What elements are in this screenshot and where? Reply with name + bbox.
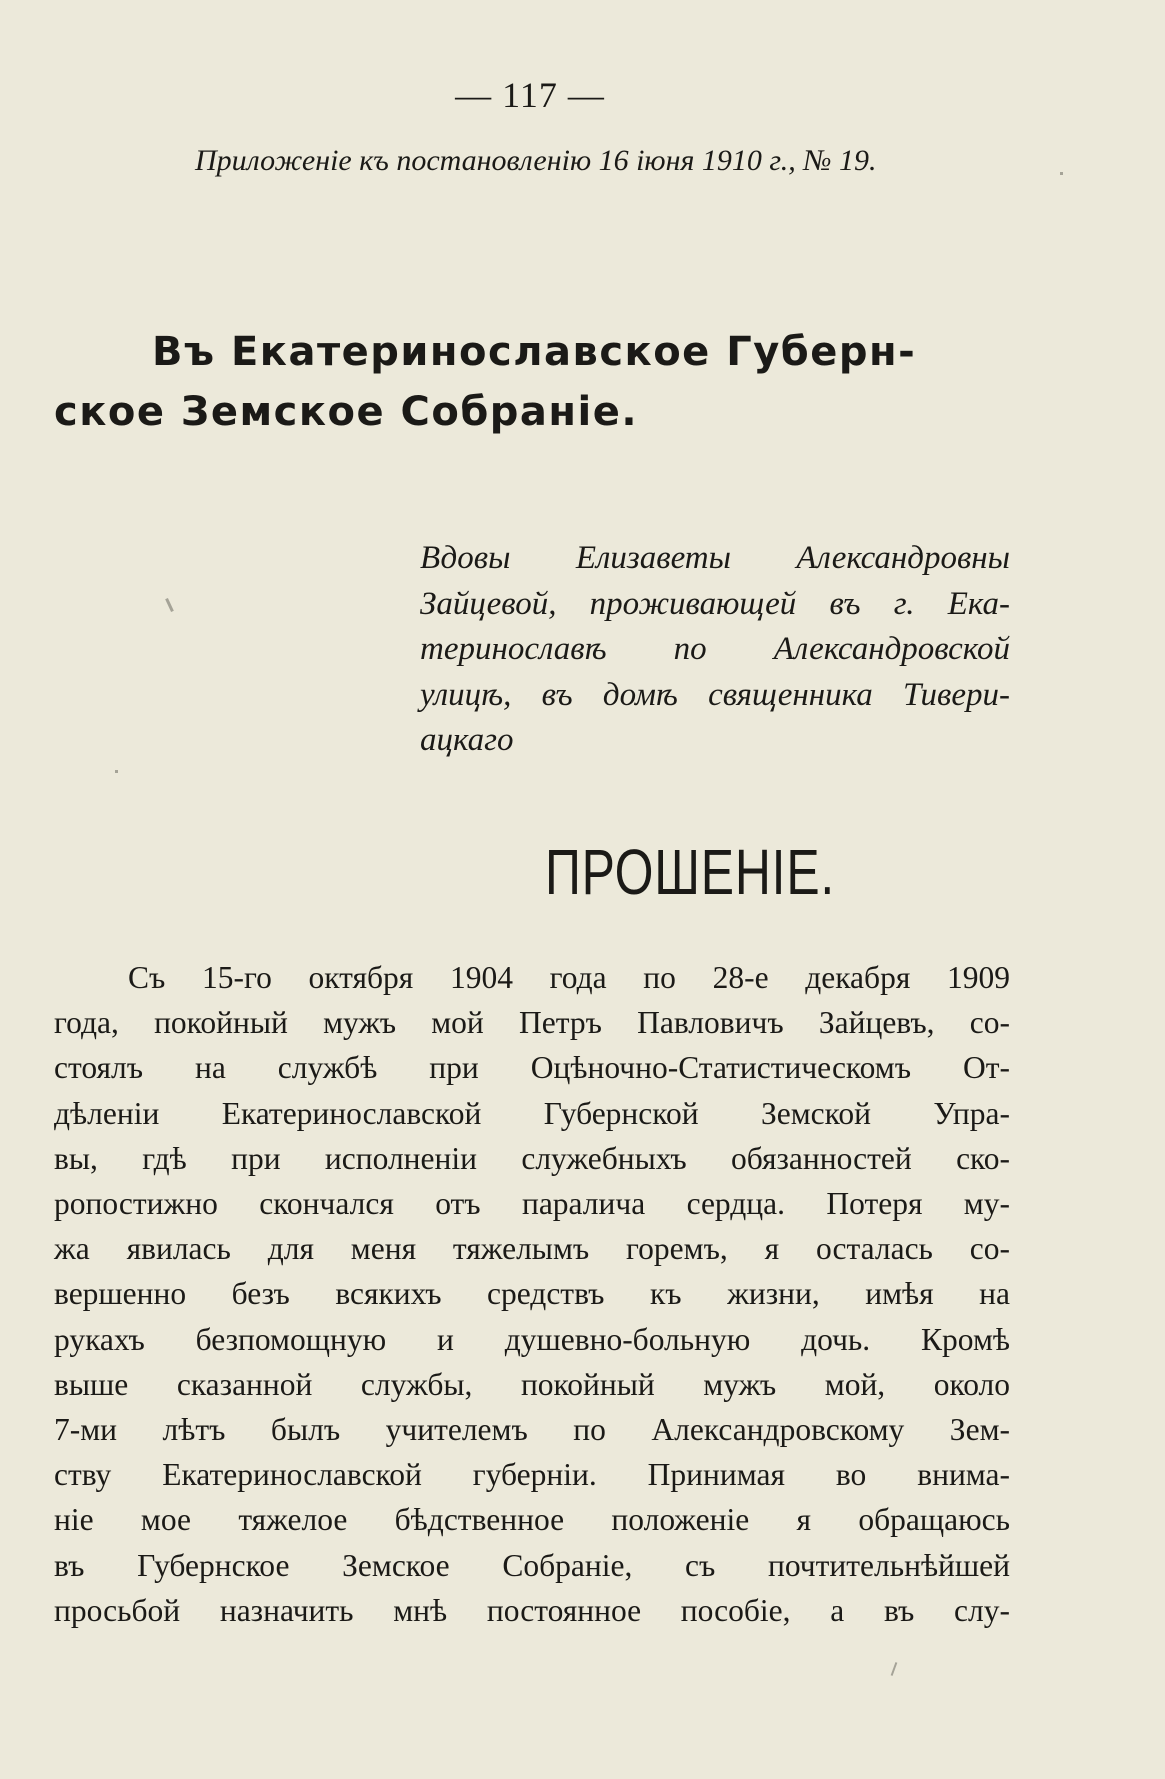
heading-line: Въ Екатеринославское Губерн- — [152, 329, 917, 375]
page-number: — 117 — — [455, 75, 605, 115]
heading-line: ское Земское Собраніе. — [54, 389, 639, 435]
body-line: стоялъ на службѣ при Оцѣночно-Статистическомъ От- — [54, 1050, 1010, 1086]
body-line: Съ 15-го октября 1904 года по 28-е декабря 1909 — [128, 960, 1010, 995]
addressee-heading — [54, 322, 1014, 442]
body-line: выше сказанной службы, покойный мужъ мой, около — [54, 1366, 1010, 1402]
scan-speck — [1060, 172, 1063, 175]
body-line: въ Губернское Земское Собраніе, съ почтительнѣйшей — [54, 1547, 1010, 1583]
petition-body — [54, 955, 1010, 1633]
petitioner-line: Зайцевой, проживающей въ г. Ека- — [420, 585, 1010, 622]
petitioner-line: улицѣ, въ домѣ священника Тивери- — [420, 676, 1010, 713]
scan-speck — [115, 770, 118, 773]
body-line: ству Екатеринославской губерніи. Принимая во внима- — [54, 1457, 1010, 1493]
body-line: дѣленіи Екатеринославской Губернской Земской Упра- — [54, 1095, 1010, 1131]
scan-speck — [891, 1662, 898, 1676]
body-line: вы, гдѣ при исполненіи служебныхъ обязанностей ско- — [54, 1140, 1010, 1176]
petitioner-line: ацкаго — [420, 722, 514, 758]
body-line: ропостижно скончался отъ паралича сердца. Потеря му- — [54, 1186, 1010, 1222]
body-line: года, покойный мужъ мой Петръ Павловичъ Зайцевъ, со- — [54, 1005, 1010, 1041]
body-line: просьбой назначить мнѣ постоянное пособіе, а въ слу- — [54, 1592, 1010, 1628]
petitioner-line: Вдовы Елизаветы Александровны — [420, 540, 1010, 576]
appendix-note: Приложеніе къ постановленію 16 іюня 1910 г., № 19. — [195, 144, 877, 177]
body-line: жа явилась для меня тяжелымъ горемъ, я осталась со- — [54, 1231, 1010, 1267]
petitioner-line: теринославѣ по Александровской — [420, 631, 1010, 667]
body-line: ніе мое тяжелое бѣдственное положеніе я обращаюсь — [54, 1502, 1010, 1538]
body-line: вершенно безъ всякихъ средствъ къ жизни, имѣя на — [54, 1276, 1010, 1312]
body-line: рукахъ безпомощную и душевно-больную дочь. Кромѣ — [54, 1321, 1010, 1357]
scan-speck — [165, 598, 174, 612]
petitioner-block — [420, 536, 1010, 764]
body-line: 7-ми лѣтъ былъ учителемъ по Александровскому Зем- — [54, 1412, 1010, 1448]
document-title: ПРОШЕНІЕ. — [545, 836, 836, 908]
